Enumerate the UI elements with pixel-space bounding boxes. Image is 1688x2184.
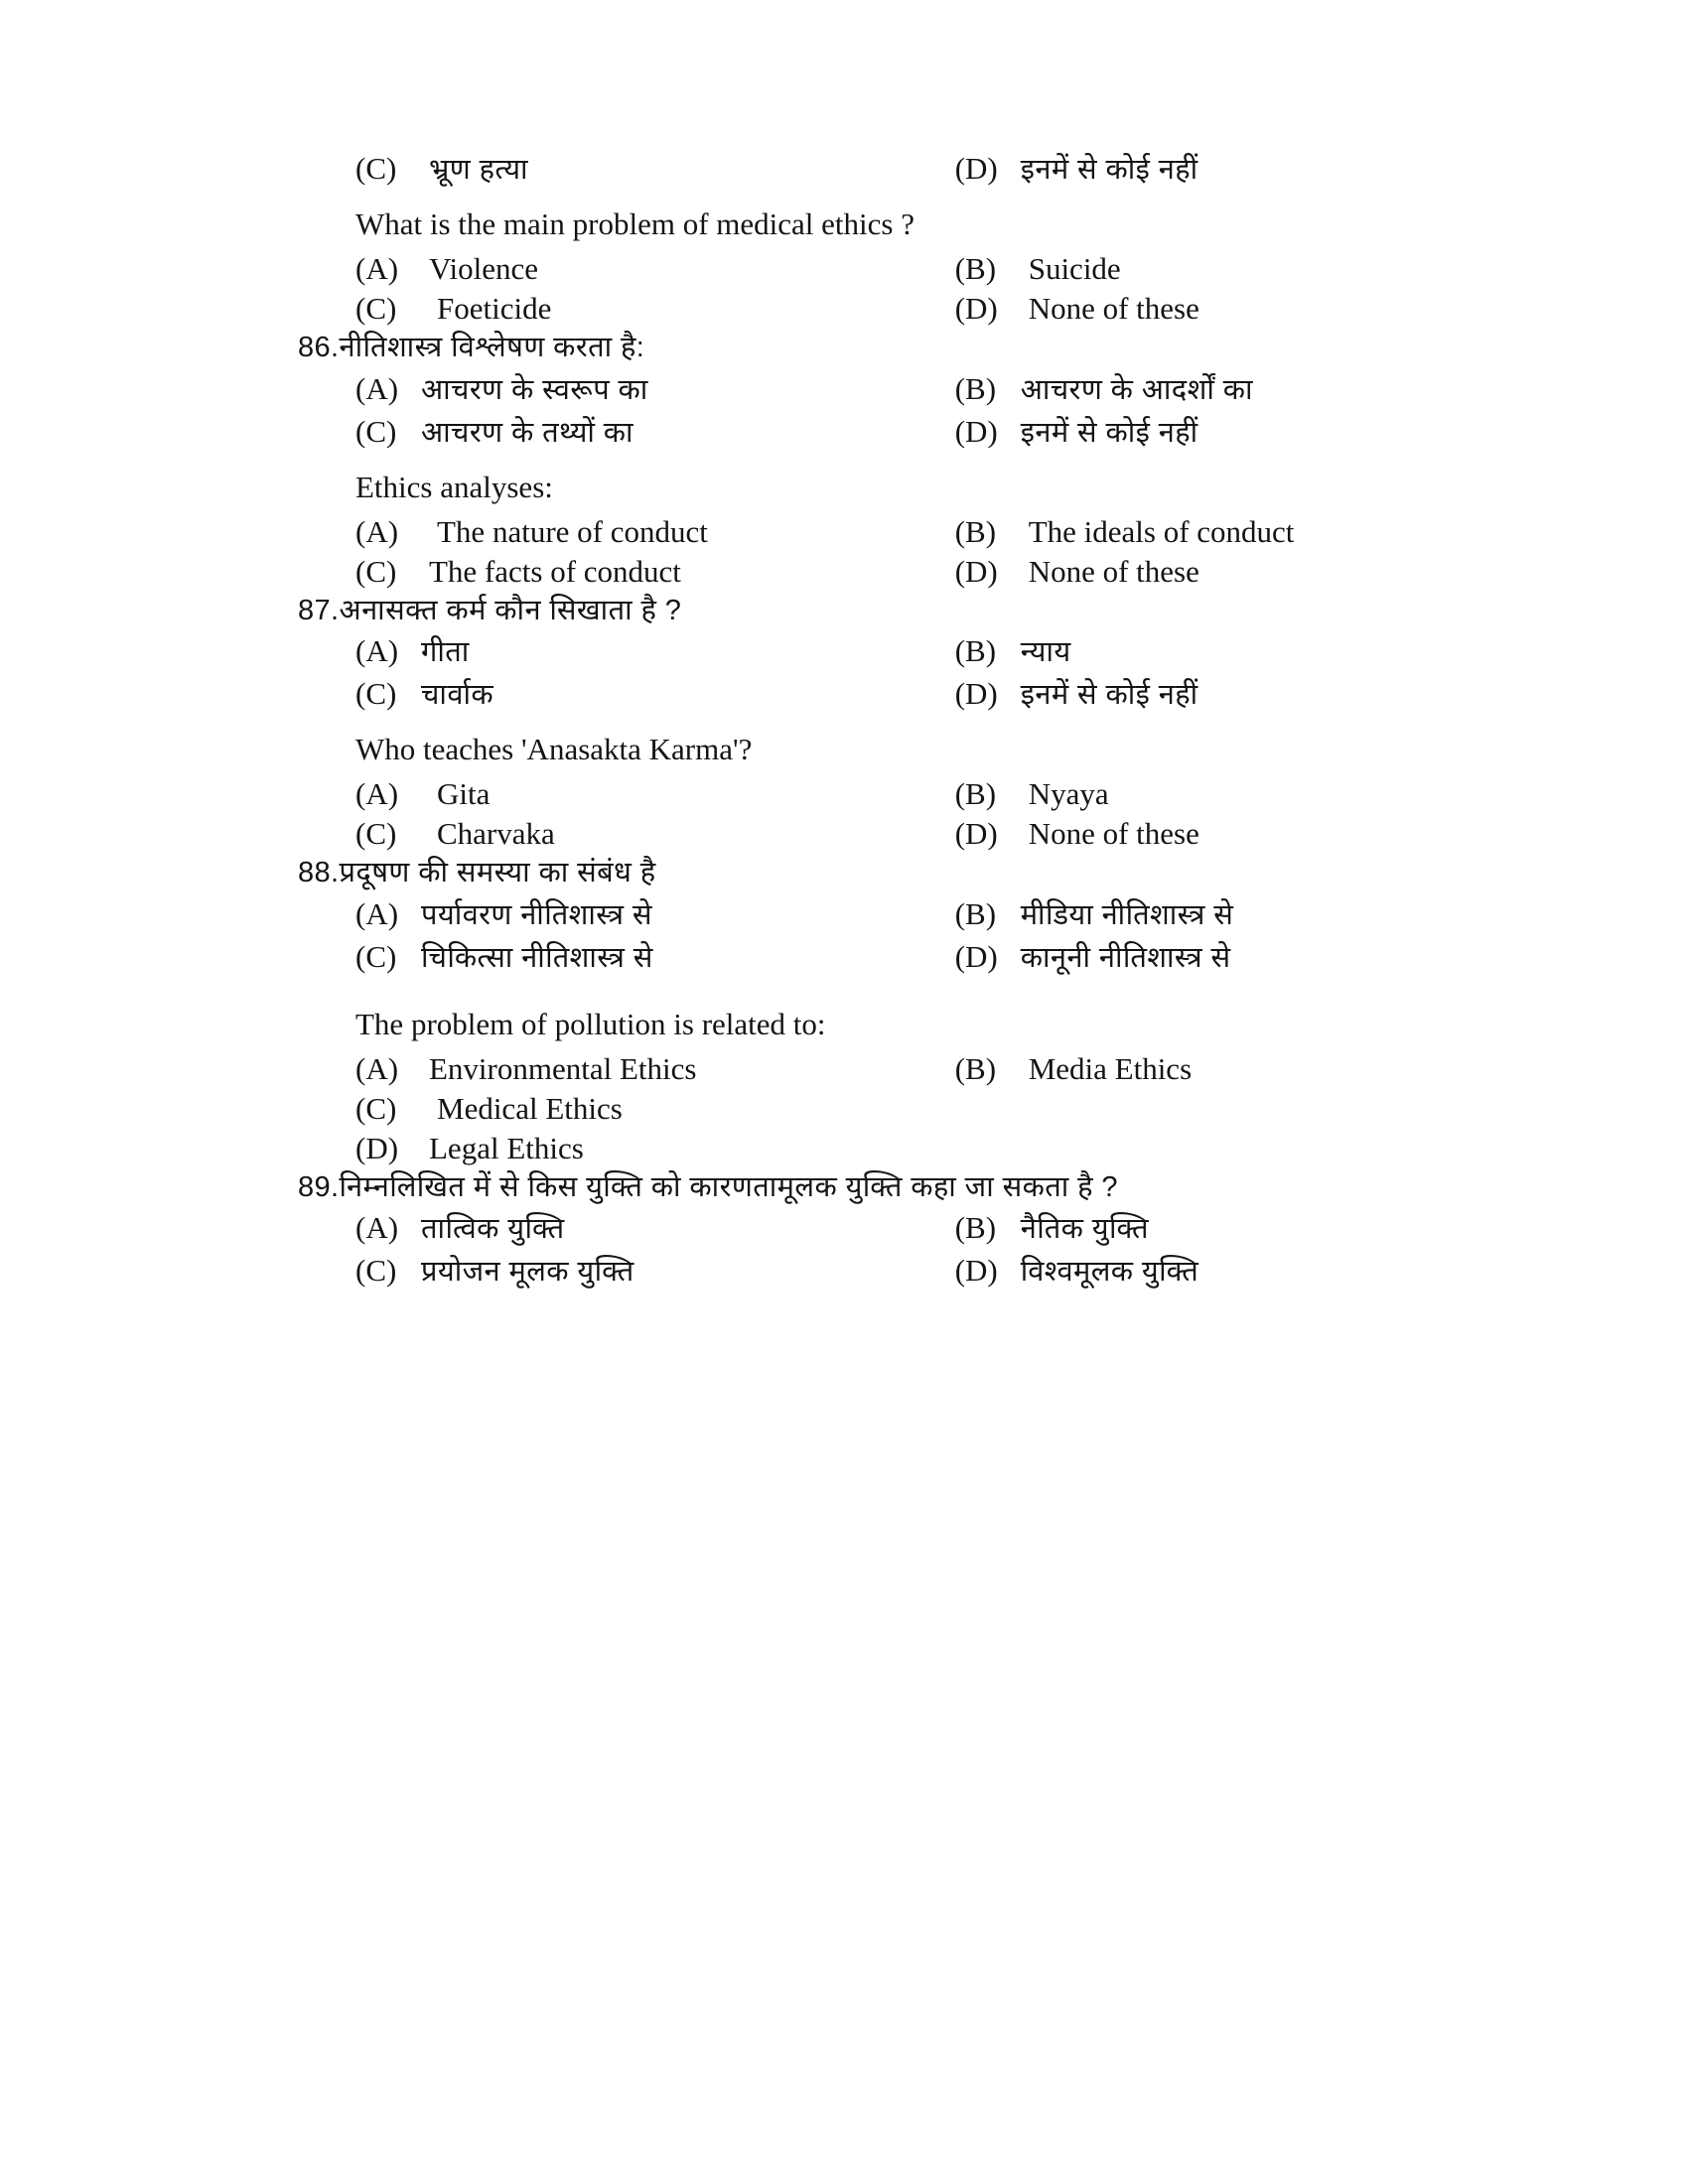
question-text-hindi: नीतिशास्त्र विश्लेषण करता है: <box>339 332 645 364</box>
option-c[interactable] <box>355 816 955 852</box>
option-a[interactable] <box>355 776 955 812</box>
option-label-d: (D) <box>954 291 998 327</box>
english-stem-88: The problem of pollution is related to: <box>355 1006 826 1041</box>
english-stem-87: Who teaches 'Anasakta Karma'? <box>355 732 753 767</box>
option-text-c: आचरण के तथ्यों का <box>421 416 633 449</box>
option-label-a: (A) <box>355 633 399 669</box>
option-text-d: Legal Ethics <box>429 1130 584 1165</box>
option-label-a: (A) <box>355 513 399 549</box>
option-b[interactable] <box>955 631 1450 670</box>
option-label-a: (A) <box>355 1050 399 1086</box>
question-number: 86. <box>298 332 340 364</box>
option-text-d: इनमें से कोई नहीं <box>1020 416 1198 449</box>
option-text-d: इनमें से कोई नहीं <box>1020 679 1198 712</box>
option-a[interactable] <box>355 514 955 550</box>
option-text-c: भ्रूण हत्या <box>429 154 528 186</box>
option-a[interactable] <box>355 894 955 933</box>
option-d[interactable] <box>955 412 1450 451</box>
option-label-c: (C) <box>355 1253 397 1289</box>
option-row <box>355 251 1450 287</box>
option-text-c: Medical Ethics <box>437 1090 623 1126</box>
option-a[interactable] <box>355 251 955 287</box>
option-text-b: Suicide <box>1028 251 1121 287</box>
option-text-d: None of these <box>1028 816 1199 852</box>
option-grid-english <box>355 1051 1450 1166</box>
option-d[interactable] <box>955 554 1450 590</box>
option-label-b: (B) <box>954 251 997 287</box>
option-label-c: (C) <box>355 291 397 327</box>
option-text-d: इनमें से कोई नहीं <box>1020 154 1198 186</box>
option-d[interactable] <box>955 937 1450 976</box>
option-row <box>355 291 1450 327</box>
option-row <box>355 369 1450 408</box>
option-grid-english <box>355 514 1450 590</box>
option-label-c: (C) <box>355 676 397 712</box>
option-d[interactable] <box>955 149 1450 188</box>
question-text-hindi: प्रदूषण की समस्या का संबंध है <box>339 857 656 889</box>
english-stem-86: Ethics analyses: <box>355 469 553 504</box>
option-text-b: नैतिक युक्ति <box>1020 1213 1149 1246</box>
question-number: 87. <box>298 594 340 626</box>
option-grid-hindi <box>355 369 1450 451</box>
option-d[interactable] <box>955 1251 1450 1290</box>
option-label-b: (B) <box>954 895 997 931</box>
option-text-b: The ideals of conduct <box>1028 513 1295 549</box>
option-a[interactable] <box>355 369 955 408</box>
option-label-a: (A) <box>355 370 399 406</box>
option-text-d: None of these <box>1028 553 1199 589</box>
option-text-b: Media Ethics <box>1028 1050 1193 1086</box>
option-label-d: (D) <box>954 553 998 589</box>
option-text-a: Gita <box>437 776 491 812</box>
option-text-a: पर्यावरण नीतिशास्त्र से <box>421 898 652 931</box>
option-row <box>355 412 1450 451</box>
option-d[interactable] <box>955 816 1450 852</box>
option-row <box>355 937 1450 976</box>
option-row <box>355 1251 1450 1290</box>
option-text-a: Violence <box>429 251 539 287</box>
option-row <box>355 1208 1450 1247</box>
option-row <box>355 776 1450 812</box>
option-label-c: (C) <box>355 413 397 449</box>
question-stem-row <box>298 858 1450 887</box>
option-label-b: (B) <box>954 370 997 406</box>
spacer <box>298 194 1450 207</box>
option-b[interactable] <box>955 894 1450 933</box>
option-text-d: कानूनी नीतिशास्त्र से <box>1020 941 1231 974</box>
option-text-a: गीता <box>421 636 470 669</box>
english-stem-top: What is the main problem of medical ethics ? <box>355 206 914 241</box>
question-89 <box>298 1172 1450 1290</box>
option-label-b: (B) <box>954 633 997 669</box>
option-text-a: The nature of conduct <box>437 513 708 549</box>
option-label-d: (D) <box>954 938 998 974</box>
option-label-d: (D) <box>954 676 998 712</box>
option-row <box>355 674 1450 713</box>
option-a[interactable] <box>355 1208 955 1247</box>
option-text-a: Environmental Ethics <box>429 1050 697 1086</box>
option-d[interactable] <box>955 291 1450 327</box>
option-c[interactable] <box>355 937 955 976</box>
option-label-d: (D) <box>954 816 998 852</box>
option-c[interactable] <box>355 291 955 327</box>
option-label-d: (D) <box>954 151 998 186</box>
option-text-a: तात्विक युक्ति <box>421 1213 565 1246</box>
option-b[interactable] <box>955 514 1450 550</box>
option-text-c: Charvaka <box>437 816 555 852</box>
question-text-hindi: अनासक्त कर्म कौन सिखाता है ? <box>339 594 682 626</box>
option-grid-hindi <box>355 894 1450 976</box>
option-text-b: न्याय <box>1020 636 1071 669</box>
option-b[interactable] <box>955 1051 1450 1087</box>
question-stem-row <box>298 596 1450 625</box>
spacer <box>298 719 1450 733</box>
option-c[interactable] <box>355 1251 955 1290</box>
option-row <box>355 631 1450 670</box>
question-88 <box>298 858 1450 1166</box>
option-label-b: (B) <box>954 513 997 549</box>
option-row <box>355 894 1450 933</box>
option-label-d: (D) <box>954 1253 998 1289</box>
option-label-a: (A) <box>355 895 399 931</box>
page-content <box>298 149 1450 1296</box>
option-row <box>355 554 1450 590</box>
option-label-c: (C) <box>355 816 397 852</box>
option-c[interactable] <box>355 149 955 188</box>
option-text-c: चिकित्सा नीतिशास्त्र से <box>421 941 653 974</box>
option-text-b: Nyaya <box>1028 776 1109 812</box>
option-label-c: (C) <box>355 1090 397 1126</box>
question-87 <box>298 596 1450 853</box>
option-text-b: मीडिया नीतिशास्त्र से <box>1020 898 1234 931</box>
option-grid-english <box>355 776 1450 852</box>
option-text-b: आचरण के आदर्शों का <box>1020 373 1253 406</box>
spacer <box>298 982 1450 1008</box>
question-fragment-top <box>298 149 1450 327</box>
option-a[interactable] <box>355 631 955 670</box>
option-d[interactable] <box>355 1131 1450 1166</box>
option-text-c: प्रयोजन मूलक युक्ति <box>421 1256 634 1289</box>
question-stem-row <box>298 333 1450 362</box>
option-text-a: आचरण के स्वरूप का <box>421 373 648 406</box>
option-text-c: The facts of conduct <box>429 553 681 589</box>
option-label-d: (D) <box>355 1130 399 1165</box>
option-label-a: (A) <box>355 776 399 812</box>
option-c[interactable] <box>355 674 955 713</box>
option-label-d: (D) <box>954 413 998 449</box>
option-row <box>355 514 1450 550</box>
option-text-d: None of these <box>1028 291 1199 327</box>
question-number: 88. <box>298 857 340 889</box>
option-text-c: Foeticide <box>437 291 552 327</box>
option-c[interactable] <box>355 1091 1450 1127</box>
option-row <box>355 149 1450 188</box>
option-c[interactable] <box>355 412 955 451</box>
option-label-c: (C) <box>355 553 397 589</box>
option-grid-top-english <box>355 251 1450 327</box>
question-text-hindi: निम्नलिखित में से किस युक्ति को कारणतामूलक युक्ति कहा जा सकता है ? <box>339 1170 1118 1203</box>
option-d[interactable] <box>955 674 1450 713</box>
option-label-c: (C) <box>355 938 397 974</box>
question-number: 89. <box>298 1170 340 1203</box>
option-row <box>355 1131 1450 1166</box>
option-label-a: (A) <box>355 1210 399 1246</box>
option-row <box>355 1051 1450 1087</box>
question-86 <box>298 333 1450 590</box>
option-grid-hindi <box>355 1208 1450 1290</box>
option-b[interactable] <box>955 251 1450 287</box>
option-a[interactable] <box>355 1051 955 1087</box>
option-b[interactable] <box>955 1208 1450 1247</box>
option-grid-hindi <box>355 631 1450 713</box>
option-b[interactable] <box>955 776 1450 812</box>
option-label-b: (B) <box>954 776 997 812</box>
option-row <box>355 816 1450 852</box>
option-label-a: (A) <box>355 251 399 287</box>
option-row <box>355 1091 1450 1127</box>
option-text-c: चार्वाक <box>421 679 494 712</box>
question-stem-row <box>298 1172 1450 1202</box>
spacer <box>298 457 1450 471</box>
option-text-d: विश्वमूलक युक्ति <box>1020 1256 1199 1289</box>
option-label-b: (B) <box>954 1050 997 1086</box>
option-c[interactable] <box>355 554 955 590</box>
option-label-b: (B) <box>954 1210 997 1246</box>
option-b[interactable] <box>955 369 1450 408</box>
option-grid-top-hindi <box>355 149 1450 188</box>
option-label-c: (C) <box>355 151 397 186</box>
